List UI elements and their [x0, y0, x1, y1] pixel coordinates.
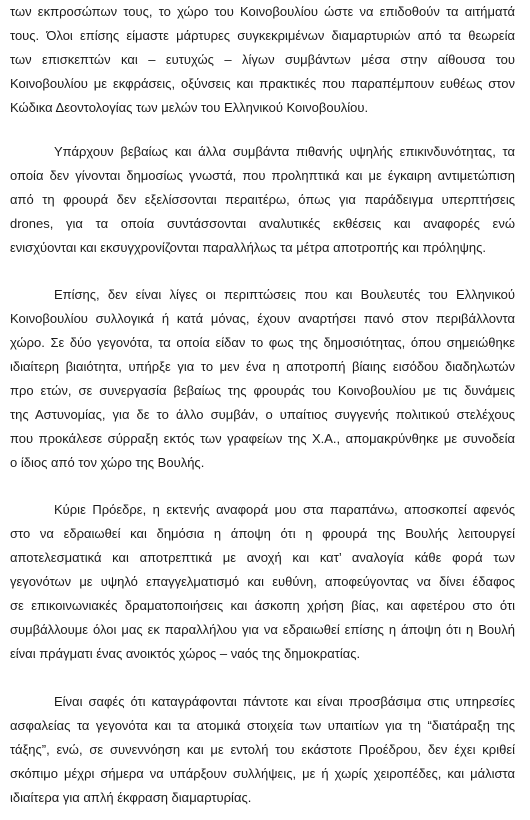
text-line: Επίσης, δεν είναι λίγες οι περιπτώσεις που και Βουλευτές του Ελληνικού: [54, 287, 515, 302]
text-line: Είναι σαφές ότι καταγράφονται πάντοτε και είναι προσβάσιμα στις υπηρεσίες: [54, 694, 515, 709]
paragraph-address: [10, 498, 515, 666]
text-line: σε επικοινωνιακές δραματοποιήσεις και άσκοπη χρήση βίας, και αφετέρου στο ότι: [10, 598, 515, 613]
text-line: ο ίδιος από τον χώρο της Βουλής.: [10, 455, 205, 470]
paragraph-banners: [10, 283, 515, 475]
text-line: της Αστυνομίας, για δε το άλλο συμβάν, ο υπαίτιος συγγενής πολιτικού στελέχους: [10, 407, 515, 422]
text-line: των επισκεπτών και – ευτυχώς – λίγων συμβάντων μέσα στην αίθουσα του: [10, 52, 515, 67]
paragraph-conclusion: [10, 690, 515, 810]
text-line: σκόπιμο μέχρι σήμερα να υπάρξουν συλλήψεις, με ή χωρίς χειροπέδες, και μάλιστα: [10, 766, 515, 781]
text-line: προ ετών, σε συνεργασία βεβαίως της φρουράς του Κοινοβουλίου με τις δυνάμεις: [10, 383, 515, 398]
text-line: στο να εδραιωθεί και δημόσια η άποψη ότι η φρουρά της Βουλής λειτουργεί: [10, 526, 515, 541]
text-line: αποτελεσματικά και αποτρεπτικά με ανοχή και κατ’ αναλογία κάθε φορά των: [10, 550, 515, 565]
text-line: οποία δεν γίνονται δημοσίως γνωστά, που προληπτικά και με έγκαιρη αντιμετώπιση: [10, 168, 515, 183]
paragraph-incidents: [10, 140, 515, 260]
text-line: τους. Όλοι επίσης είμαστε μάρτυρες συγκεκριμένων διαμαρτυριών από τα θεωρεία: [10, 28, 515, 43]
text-line: ασφαλείας τα γεγονότα και τα ατομικά στοιχεία των υπαιτίων για τη “διατάραξη της: [10, 718, 515, 733]
text-line: συμβάλλουμε όλοι μας εκ παραλλήλου για να εδραιωθεί επίσης η άποψη ότι η Βουλή: [10, 622, 515, 637]
text-line: ιδιαίτερη βιαιότητα, υπήρξε για το μεν ένα η αποτροπή βίαιης εισόδου διαδηλωτών: [10, 359, 515, 374]
text-line: Κοινοβουλίου με εκφράσεις, οξύνσεις και πρακτικές που παραπέμπουν ευθέως στον: [10, 76, 515, 91]
text-line: γεγονότων με υψηλό επαγγελματισμό και ευθύνη, αποφεύγοντας να δίνει έδαφος: [10, 574, 515, 589]
text-line: drones, για τα οποία συντάσσονται αναλυτικές εκθέσεις και αναφορές ενώ: [10, 216, 515, 231]
text-line: Κώδικα Δεοντολογίας των μελών του Ελληνικού Κοινοβουλίου.: [10, 100, 369, 115]
text-line: Υπάρχουν βεβαίως και άλλα συμβάντα πιθανής υψηλής επικινδυνότητας, τα: [54, 144, 515, 159]
text-line: των εκπροσώπων τους, το χώρο του Κοινοβουλίου ώστε να επιδοθούν τα αιτήματά: [10, 4, 515, 19]
text-line: Κύριε Πρόεδρε, η εκτενής αναφορά μου στα παραπάνω, αποσκοπεί αφενός: [54, 502, 515, 517]
text-line: ιδιαίτερα για απλή έκφραση διαμαρτυρίας.: [10, 790, 252, 805]
text-line: ενισχύονται και εκσυγχρονίζονται παραλλήλως τα μέτρα αποτροπής και πρόληψης.: [10, 240, 486, 255]
text-line: είναι πράγματι ένας ανοικτός χώρος – ναός της δημοκρατίας.: [10, 646, 361, 661]
text-line: από τη φρουρά δεν εξελίσσονται περαιτέρω, όπως για παράδειγμα υπερπτήσεις: [10, 192, 515, 207]
text-line: Κοινοβουλίου συλλογικά ή κατά μόνας, έχουν αναρτήσει πανό στον περιβάλλοντα: [10, 311, 515, 326]
text-line: που προκάλεσε σύρραξη εκτός των γραφείων της Χ.Α., απομακρύνθηκε με συνοδεία: [10, 431, 515, 446]
text-line: τάξης”, ενώ, σε συνεννόηση και με εντολή του εκάστοτε Προέδρου, δεν έχει κριθεί: [10, 742, 515, 757]
text-line: χώρο. Σε δύο γεγονότα, τα οποία είδαν το φως της δημοσιότητας, όπου σημειώθηκε: [10, 335, 515, 350]
paragraph-continuation: [10, 0, 515, 120]
